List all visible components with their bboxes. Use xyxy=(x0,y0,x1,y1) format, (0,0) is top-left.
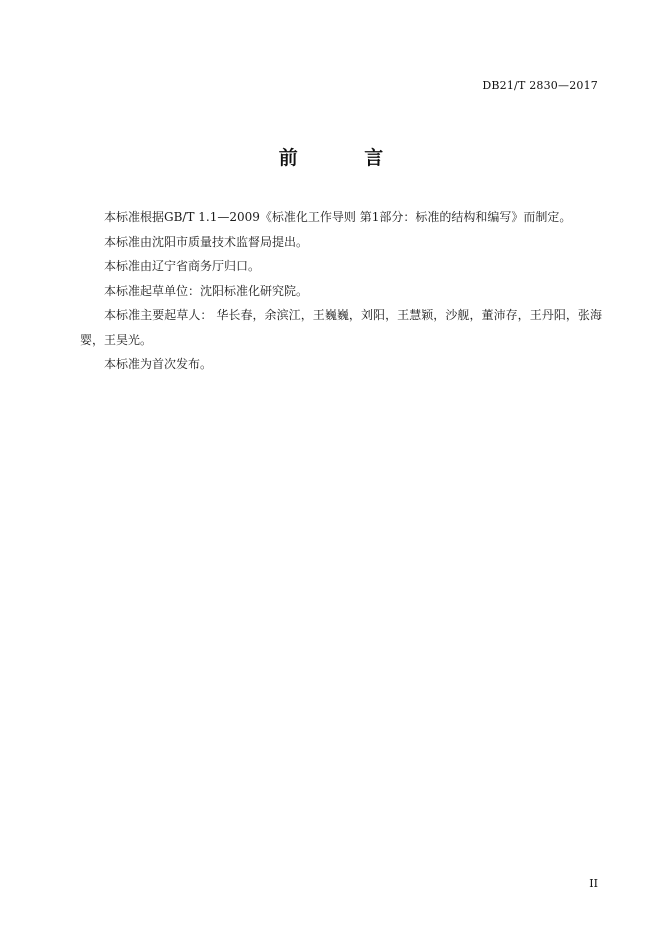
page-number: II xyxy=(589,877,598,890)
paragraph-centralized: 本标准由辽宁省商务厅归口。 xyxy=(104,259,261,273)
paragraph-first-release: 本标准为首次发布。 xyxy=(104,357,213,371)
paragraph-drafting-unit: 本标准起草单位：沈阳标准化研究院。 xyxy=(104,283,309,298)
foreword-body xyxy=(80,205,602,377)
paragraph-proposer: 本标准由沈阳市质量技术监督局提出。 xyxy=(104,234,309,249)
paragraph-basis: 本标准根据GB/T 1.1—2009《标准化工作导则 第1部分：标准的结构和编写》而制定。 xyxy=(104,210,572,224)
standard-code: DB21/T 2830—2017 xyxy=(482,79,598,92)
page-title: 前 言 xyxy=(278,147,414,169)
paragraph-drafters: 本标准主要起草人： 华长春，余滨江，王巍巍，刘阳，王慧颖，沙舰，董沛存，王丹阳，张海婴，王昊光。 xyxy=(80,308,602,347)
